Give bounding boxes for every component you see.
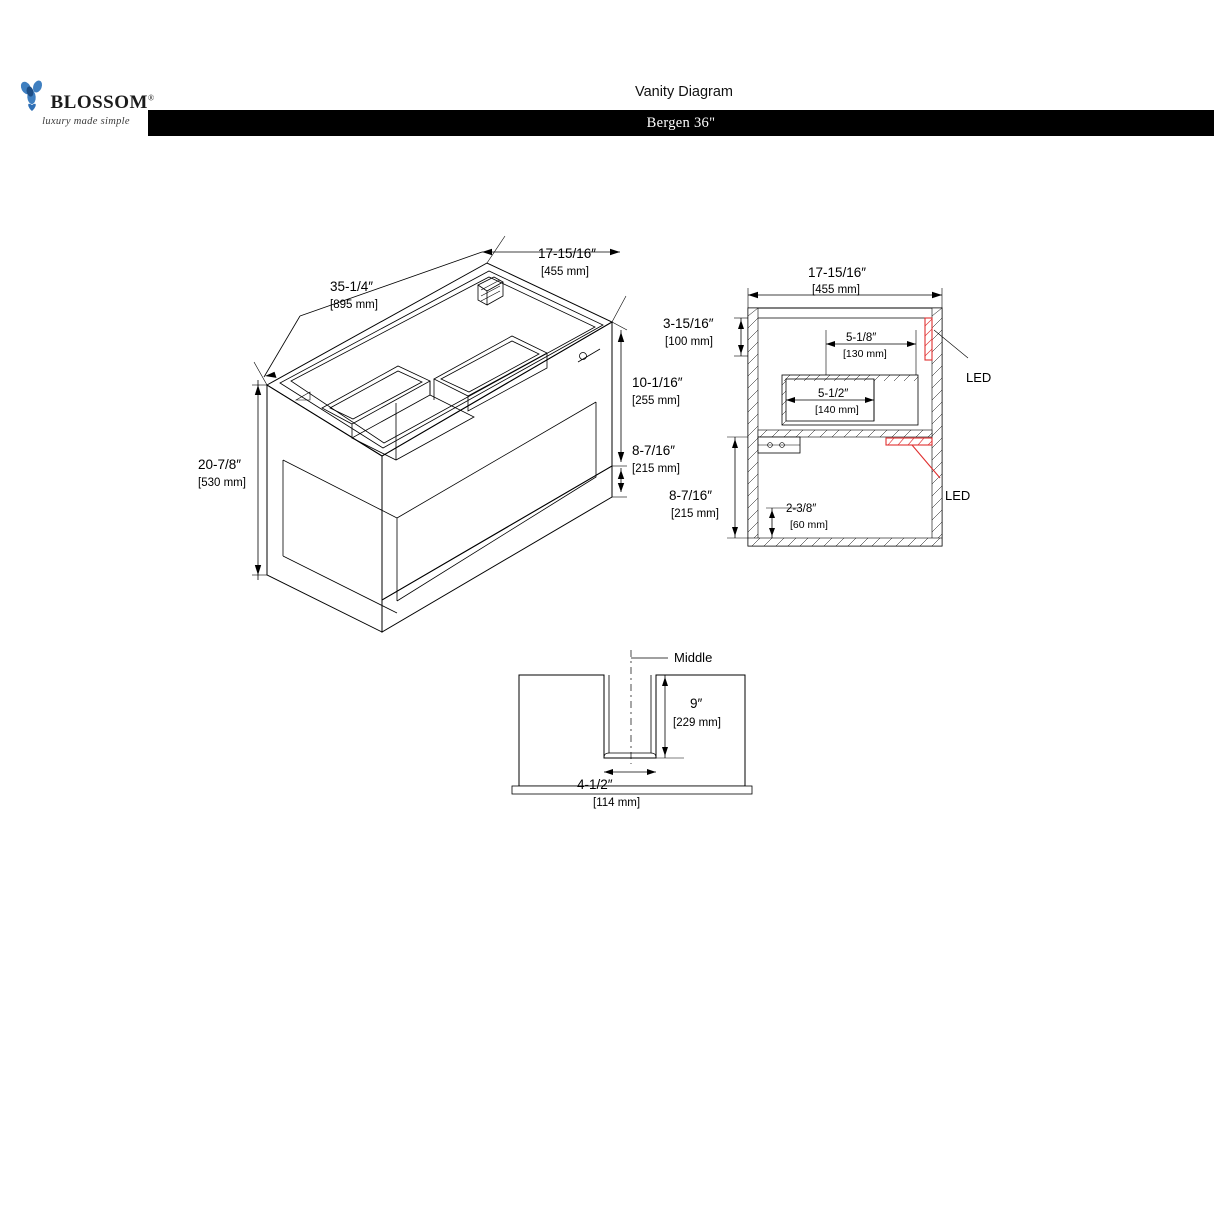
- label-middle: Middle: [674, 650, 713, 665]
- dim-side-shelf-mm: [130 mm]: [843, 348, 887, 360]
- dim-front-height-in: 9″: [690, 696, 703, 711]
- dim-side-inner-mm: [140 mm]: [815, 404, 859, 416]
- dim-front-height-mm: [229 mm]: [673, 717, 721, 729]
- dim-side-depth-mm: [455 mm]: [812, 284, 860, 296]
- dim-side-bottom-in: 8-7/16″: [669, 488, 713, 503]
- side-section-view: [663, 265, 991, 546]
- dim-iso-upper-in: 10-1/16″: [632, 375, 683, 390]
- dim-iso-lower-in: 8-7/16″: [632, 443, 676, 458]
- dim-iso-height-mm: [530 mm]: [198, 477, 246, 489]
- dim-side-bottom-mm: [215 mm]: [671, 508, 719, 520]
- label-led-lower: LED: [945, 488, 971, 503]
- page-title: Vanity Diagram: [634, 84, 734, 100]
- dim-side-shelf-in: 5-1/8″: [846, 332, 877, 344]
- front-cutout-view: [512, 650, 752, 809]
- mounting-bracket: [758, 437, 800, 453]
- dim-front-width-mm: [114 mm]: [593, 797, 641, 809]
- isometric-view: [198, 236, 683, 632]
- brand-tagline: luxury made simple: [42, 116, 130, 127]
- dim-iso-width-in: 35-1/4″: [330, 279, 374, 294]
- led-strip-upper: [925, 318, 968, 360]
- dim-front-width-in: 4-1/2″: [577, 777, 613, 792]
- dim-side-base-in: 2-3/8″: [786, 503, 817, 515]
- dim-side-inner-in: 5-1/2″: [818, 388, 849, 400]
- dim-iso-height-in: 20-7/8″: [198, 457, 242, 472]
- dim-iso-lower-mm: [215 mm]: [632, 463, 680, 475]
- dim-side-top-mm: [100 mm]: [665, 336, 713, 348]
- dim-iso-depth-mm: [455 mm]: [541, 266, 589, 278]
- brand-wordmark: BLOSSOM®: [50, 92, 155, 113]
- dim-iso-upper-mm: [255 mm]: [632, 395, 680, 407]
- dim-side-top-in: 3-15/16″: [663, 316, 714, 331]
- label-led-upper: LED: [966, 370, 992, 385]
- dim-side-base-mm: [60 mm]: [790, 519, 828, 531]
- dim-side-depth-in: 17-15/16″: [808, 265, 867, 280]
- product-title: Bergen 36": [646, 115, 716, 131]
- dim-iso-depth-in: 17-15/16″: [538, 246, 597, 261]
- dim-iso-width-mm: [895 mm]: [330, 299, 378, 311]
